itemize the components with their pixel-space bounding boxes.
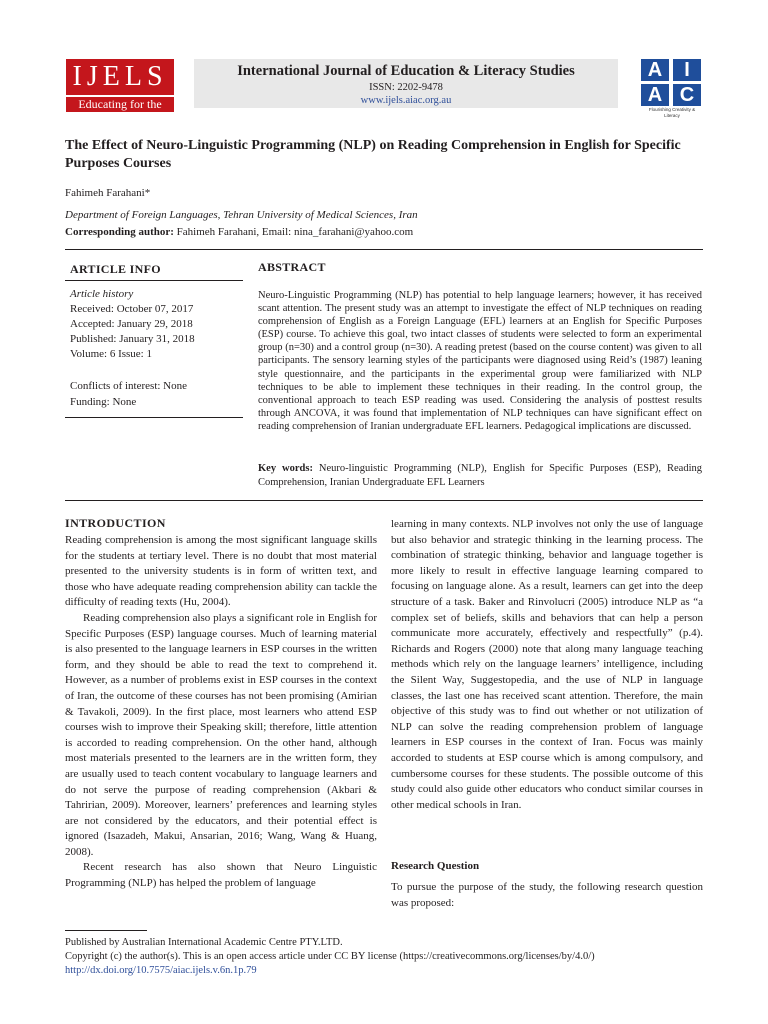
footnote-rule bbox=[65, 930, 147, 931]
divider bbox=[65, 280, 243, 281]
journal-header bbox=[194, 59, 618, 108]
article-history: Article history Received: October 07, 2017 Accepted: January 29, 2018 Published: January 31, 2018 Volume: 6 Issue: 1 bbox=[70, 288, 195, 360]
body-right-column bbox=[391, 517, 703, 813]
author-name: Fahimeh Farahani* bbox=[65, 187, 151, 199]
paragraph: Recent research has also shown that Neuro Linguistic Programming (NLP) has helped the problem of language bbox=[65, 861, 377, 890]
aiac-logo: A I A C Flourishing Creativity & Literacy bbox=[641, 59, 703, 114]
paragraph: Reading comprehension is among the most significant language skills for the students at tertiary level. There is no doubt that most material presented to the university students is in form of written text, and those who have adequate reading comprehension ability can tackle the difficulty of reading texts (Hu, 2004). bbox=[65, 534, 377, 609]
divider bbox=[65, 500, 703, 501]
divider bbox=[65, 417, 243, 418]
ijels-tagline: Educating for the Future bbox=[66, 95, 174, 112]
issn: ISSN: 2202-9478 bbox=[369, 82, 443, 93]
corresponding-author: Corresponding author: Fahimeh Farahani, Email: nina_farahani@yahoo.com bbox=[65, 226, 414, 238]
ijels-logo-letters: IJELS bbox=[72, 61, 168, 92]
research-question-text: To pursue the purpose of the study, the following research question was proposed: bbox=[391, 881, 703, 909]
paragraph: Reading comprehension also plays a significant role in English for Specific Purposes (ESP) language courses. Much of learning material is also presented to the language learners in ESP courses in the written form, and they should be able to read the text to comprehend it. However, as a number of problems exist in ESP courses in the context of Iran, the outcome of these courses has not been promising (Amirian & Tavakoli, 2009). In the first place, most learners who attend ESP courses wish to improve their Speaking skill; therefore, little attention is accorded to reading comprehension. On the other hand, although most materials presented to the learners are in the written form, they are usually used to teach content vocabulary to language learners and do not serve the purpose of reading comprehension (Akbari & Tahririan, 2009). Moreover, learners’ preferences and learning styles are not considered by the educators, and their potential effect is ignored (Isazadeh, Makui, Ansarian, 2016; Wang, Wang & Huang, 2008). bbox=[65, 611, 377, 858]
article-declarations: Conflicts of interest: None Funding: None bbox=[70, 380, 188, 408]
divider bbox=[65, 249, 703, 250]
paper-title: The Effect of Neuro-Linguistic Programming (NLP) on Reading Comprehension in English for Specific Purposes Courses bbox=[65, 138, 681, 171]
journal-title: International Journal of Education & Literacy Studies bbox=[237, 63, 575, 79]
license-note: Copyright (c) the author(s). This is an open access article under CC BY license (https://creativecommons.org/licenses/by/4.0/) bbox=[65, 951, 595, 962]
introduction-heading: INTRODUCTION bbox=[65, 516, 166, 530]
aiac-tagline: Flourishing Creativity & Literacy bbox=[648, 107, 696, 118]
affiliation: Department of Foreign Languages, Tehran University of Medical Sciences, Iran bbox=[65, 209, 418, 221]
doi-link[interactable]: http://dx.doi.org/10.7575/aiac.ijels.v.6n.1p.79 bbox=[65, 965, 257, 976]
abstract-text: Neuro-Linguistic Programming (NLP) has potential to help language learners; however, it has received scant attention. The present study was an attempt to investigate the effect of NLP techniques on reading comprehension of English as a Foreign Language (EFL) learners at an English for Specific Purposes (ESP) course. To achieve this goal, two intact classes of students were selected to form an experimental group (n=30) and a control group (n=30). A reading pretest (based on the course content) was given to all participants. The sensory learning styles of the participants were diagnosed using Reid’s (1987) leaning style questionnaire, and the participants in the experimental group were familiarized with NLP techniques to be able to implement these techniques in their reading. In the control group, the conventional approach to teach ESP reading was used. Considering the analysis of posttest results through ANCOVA, it was found that implementation of NLP techniques can have significant effect on reading comprehension of Iranian undergraduate EFL learners. Pedagogical implications are discussed. bbox=[258, 290, 702, 432]
journal-website-link[interactable]: www.ijels.aiac.org.au bbox=[360, 95, 452, 106]
article-info-heading: ARTICLE INFO bbox=[70, 262, 161, 276]
footer bbox=[65, 936, 595, 978]
body-left-column bbox=[65, 533, 377, 892]
ijels-logo bbox=[66, 59, 174, 125]
paragraph: learning in many contexts. NLP involves not only the use of language but also behavior and strategic thinking in the learning process. The combination of strategic thinking, behavior and language together is more likely to result in effective language learning compared to focusing on language alone. As a result, learners can get into the deep structure of a task. Baker and Rinvolucri (2005) introduce NLP as “a complex set of beliefs, skills and behaviors that can help a person communicate more accurately, effectively and respectfully” (p.4). Richards and Rogers (2000) note that along many language teaching methods which rely on the language learners’ intelligence, including the Silent Way, Suggestopedia, and the use of NLP in language classes, the last one has received scant attention. Therefore, the main objective of this study was to find out whether or not utilization of NLP can solve the reading comprehension problem of language learners in ESP courses in the context of Iran. Focus was mainly accorded to students at ESP course which is among compulsory, and cumbersome courses for these students. The possible outcome of this study could also guide other educators who conduct similar courses in other medical schools in Iran. bbox=[391, 518, 703, 811]
keywords: Key words: Neuro-linguistic Programming (NLP), English for Specific Purposes (ESP), Reading Comprehension, Iranian Undergraduate EFL Learners bbox=[258, 463, 703, 488]
abstract-heading: ABSTRACT bbox=[258, 260, 326, 274]
research-question-heading: Research Question bbox=[391, 860, 480, 872]
publisher-note: Published by Australian International Academic Centre PTY.LTD. bbox=[65, 937, 343, 948]
